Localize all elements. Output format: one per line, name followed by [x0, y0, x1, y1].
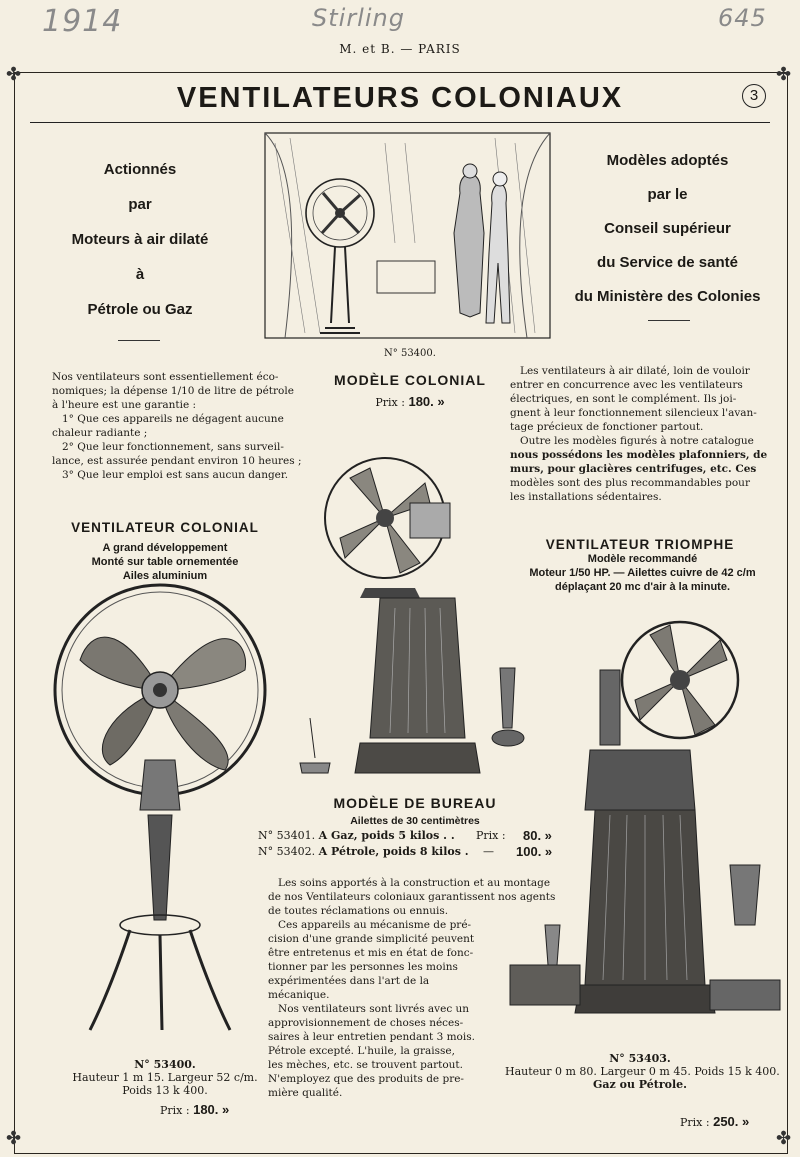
triomphe-dimensions: Hauteur 0 m 80. Largeur 0 m 45. Poids 15 k 400.	[505, 1065, 780, 1078]
colonial-price	[160, 1102, 290, 1117]
corner-rosette-icon: ✤	[6, 1128, 22, 1149]
colonial-fan-engraving	[50, 590, 275, 1050]
intro-line: Moteurs à air dilaté	[71, 231, 209, 248]
text-line: Les ventilateurs à air dilaté, loin de vouloir	[520, 365, 750, 377]
price-label: Prix :	[160, 1104, 190, 1117]
triomphe-price	[680, 1114, 780, 1129]
colonial-number: N° 53400.	[134, 1058, 196, 1071]
text-line: entrer en concurrence avec les ventilateurs	[510, 379, 743, 391]
detail-line: Moteur 1/50 HP. — Ailettes cuivre de 42 c/m	[529, 567, 756, 579]
text-line: de nos Ventilateurs coloniaux garantissent nos agents	[268, 891, 556, 903]
triomphe-number: N° 53403.	[609, 1052, 671, 1065]
text-line: les installations sédentaires.	[510, 491, 662, 503]
price-label: Prix :	[680, 1116, 710, 1129]
handwritten-page-number: 645	[718, 4, 767, 32]
corner-rosette-icon: ✤	[776, 1128, 792, 1149]
text-line: Les soins apportés à la construction et au montage	[278, 877, 551, 889]
corner-rosette-icon: ✤	[6, 64, 22, 85]
text-line: lance, est assurée pendant environ 10 heures ;	[52, 455, 302, 467]
text-line: 3° Que leur emploi est sans aucun danger.	[62, 469, 289, 481]
top-model-name: MODÈLE COLONIAL	[334, 372, 486, 388]
detail-line: Modèle recommandé	[587, 553, 698, 565]
text-line: Outre les modèles figurés à notre catalogue	[520, 435, 754, 447]
text-line: expérimentées dans l'art de la	[268, 975, 430, 987]
colonial-weight: Poids 13 k 400.	[122, 1084, 208, 1097]
row-price: 100. »	[516, 844, 553, 859]
triomphe-fan-engraving	[505, 595, 780, 1020]
triomphe-caption	[505, 1052, 780, 1091]
row-price-label: —	[483, 845, 494, 858]
handwritten-name: Stirling	[312, 4, 405, 32]
row-description: A Pétrole, poids 8 kilos .	[318, 845, 469, 858]
text-line: 1° Que ces appareils ne dégagent aucune	[62, 413, 284, 425]
text-line: mécanique.	[268, 989, 330, 1001]
text-line: à l'heure est une garantie :	[52, 399, 197, 411]
left-intro	[40, 152, 240, 327]
triomphe-fuel: Gaz ou Pétrole.	[593, 1078, 687, 1091]
colonial-heading: VENTILATEUR COLONIAL	[71, 520, 259, 535]
text-line: Nos ventilateurs sont livrés avec un	[278, 1003, 470, 1015]
intro-line: du Service de santé	[597, 254, 738, 271]
text-line: électriques, en sont le complément. Ils joi-	[510, 393, 737, 405]
corner-rosette-icon: ✤	[776, 64, 792, 85]
price-label: Prix :	[375, 396, 405, 409]
row-number: N° 53402.	[258, 845, 316, 858]
detail-line: Ailes aluminium	[122, 570, 208, 582]
intro-line: du Ministère des Colonies	[574, 288, 761, 305]
bureau-sub: Ailettes de 30 centimètres	[350, 815, 480, 827]
text-line: tionner par les personnes les moins	[268, 961, 458, 973]
page-title: VENTILATEURS COLONIAUX	[176, 82, 624, 114]
handwritten-year: 1914	[42, 4, 123, 39]
text-line: Ces appareils au mécanisme de pré-	[278, 919, 472, 931]
plate-number: 3	[742, 84, 766, 108]
triomphe-details	[500, 552, 785, 594]
text-line: cision d'une grande simplicité peuvent	[268, 933, 475, 945]
text-line: les mèches, etc. se trouvent partout.	[268, 1059, 463, 1071]
price-value: 180. »	[408, 394, 445, 409]
bottom-paragraph	[268, 876, 556, 1100]
text-line: nomiques; la dépense 1/10 de litre de pétrole	[52, 385, 294, 397]
colonial-caption	[40, 1058, 290, 1097]
text-line: mière qualité.	[268, 1087, 343, 1099]
intro-line: Modèles adoptés	[606, 152, 729, 169]
divider	[648, 320, 690, 321]
title-rule	[30, 122, 770, 123]
intro-line: par	[128, 196, 152, 213]
intro-line: Actionnés	[103, 161, 177, 178]
text-line: 2° Que leur fonctionnement, sans surveil-	[62, 441, 284, 453]
divider	[118, 340, 160, 341]
right-paragraph	[510, 364, 782, 504]
colonial-dimensions: Hauteur 1 m 15. Largeur 52 c/m.	[72, 1071, 258, 1084]
publisher: M. et B. — PARIS	[339, 42, 461, 56]
top-model-price	[290, 394, 530, 409]
text-line: gnent à leur fonctionnement silencieux l'avan-	[510, 407, 757, 419]
row-price: 80. »	[523, 828, 552, 843]
triomphe-heading: VENTILATEUR TRIOMPHE	[545, 537, 735, 552]
detail-line: déplaçant 20 mc d'air à la minute.	[554, 581, 730, 593]
text-line: Nos ventilateurs sont essentiellement éco-	[52, 371, 279, 383]
row-number: N° 53401.	[258, 829, 316, 842]
text-line: murs, pour glacières centrifuges, etc. Ces	[510, 463, 757, 475]
row-price-label: Prix :	[476, 829, 506, 842]
price-value: 180. »	[193, 1102, 230, 1117]
text-line: de toutes réclamations ou ennuis.	[268, 905, 449, 917]
text-line: N'employez que des produits de pre-	[268, 1073, 464, 1085]
detail-line: Monté sur table ornementée	[91, 556, 239, 568]
intro-line: Conseil supérieur	[604, 220, 731, 237]
intro-line: Pétrole ou Gaz	[87, 301, 193, 318]
text-line: approvisionnement de choses néces-	[268, 1017, 464, 1029]
text-line: tage précieux de fonctioner partout.	[510, 421, 704, 433]
bureau-heading: MODÈLE DE BUREAU	[333, 795, 497, 811]
price-value: 250. »	[713, 1114, 750, 1129]
colonial-details	[40, 541, 290, 583]
text-line: chaleur radiante ;	[52, 427, 148, 439]
left-paragraph	[52, 370, 310, 482]
row-description: A Gaz, poids 5 kilos . .	[318, 829, 455, 842]
intro-line: par le	[647, 186, 688, 203]
text-line: modèles sont des plus recommandables pour	[510, 477, 750, 489]
colonial-scene-engraving	[265, 133, 550, 343]
text-line: être entretenus et mis en état de fonc-	[268, 947, 474, 959]
text-line: nous possédons les modèles plafonniers, de	[510, 449, 768, 461]
detail-line: A grand développement	[102, 542, 228, 554]
text-line: saires à leur entretien pendant 3 mois.	[268, 1031, 475, 1043]
bureau-fan-engraving	[300, 448, 540, 793]
text-line: Pétrole excepté. L'huile, la graisse,	[268, 1045, 455, 1057]
right-intro	[545, 144, 790, 314]
top-model-number: N° 53400.	[384, 348, 436, 359]
intro-line: à	[135, 266, 145, 283]
